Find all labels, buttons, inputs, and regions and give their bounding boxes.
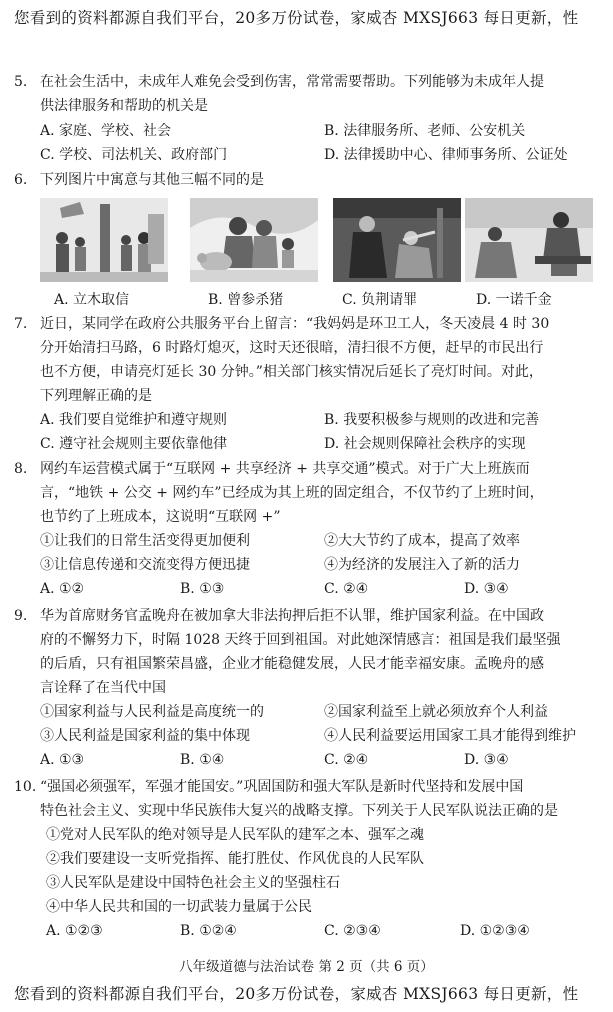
image-caption-c: C. 负荆请罪 [342, 292, 418, 308]
question-10-statement [0, 849, 613, 869]
statement: ④为经济的发展注入了新的活力 [324, 557, 520, 573]
question-8-line [0, 459, 613, 479]
statement: ①让我们的日常生活变得更加便利 [40, 533, 250, 549]
question-text: 网约车运营模式属于“互联网 + 共享经济 + 共享交通”模式。对于广大上班族而 [40, 461, 530, 477]
question-number: 9. [14, 608, 28, 624]
question-text: 府的不懈努力下，时隔 1028 天终于回到祖国。对此她深情感言：祖国是我们最坚强 [40, 632, 561, 648]
statement: ④人民利益要运用国家工具才能得到维护 [324, 728, 576, 744]
question-text: 特色社会主义、实现中华民族伟大复兴的战略支撑。下列关于人民军队说法正确的是 [40, 803, 558, 819]
question-number: 6. [14, 172, 28, 188]
question-text: 华为首席财务官孟晚舟在被加拿大非法拘押后拒不认罪，维护国家利益。在中国政 [40, 608, 544, 624]
question-text: 分开始清扫马路，6 时路灯熄灭，这时天还很暗，清扫很不方便，赶早的市民出行 [40, 340, 544, 356]
painting-zengshen-pig-icon [190, 198, 318, 282]
question-10-statement [0, 873, 613, 893]
statement: ③人民利益是国家利益的集中体现 [40, 728, 250, 744]
question-7-options-row [0, 410, 613, 430]
question-6-line [0, 170, 613, 190]
question-6-images [40, 198, 600, 282]
question-text: 近日，某同学在政府公共服务平台上留言：“我妈妈是环卫工人，冬天凌晨 4 时 30 [40, 316, 550, 332]
question-8-line [0, 507, 613, 527]
question-text: 下列图片中寓意与其他三幅不同的是 [40, 172, 264, 188]
question-10-line [0, 777, 613, 797]
question-text: 也不方便，申请亮灯延长 30 分钟。”相关部门核实情况后延长了亮灯时间。对此， [40, 364, 543, 380]
option-d: D. 社会规则保障社会秩序的实现 [324, 436, 526, 452]
page-footer: 八年级道德与法治试卷 第 2 页（共 6 页） [179, 959, 434, 975]
question-7-line [0, 362, 613, 382]
question-7-line [0, 314, 613, 334]
question-9-line [0, 678, 613, 698]
question-text: 的后盾，只有祖国繁荣昌盛，企业才能稳健发展，人民才能幸福安康。孟晚舟的感 [40, 656, 544, 672]
question-text: 言诠释了在当代中国 [40, 680, 166, 696]
option-d: D. 法律援助中心、律师事务所、公证处 [324, 147, 568, 163]
option-a: A. ①③ [40, 752, 85, 768]
question-9-statements-row [0, 702, 613, 722]
question-7-line [0, 338, 613, 358]
question-number: 7. [14, 316, 28, 332]
question-text: 供法律服务和帮助的机关是 [40, 98, 208, 114]
statement: ①国家利益与人民利益是高度统一的 [40, 704, 264, 720]
option-d: D. ③④ [464, 752, 509, 768]
question-5-line [0, 96, 613, 116]
question-5-line [0, 72, 613, 92]
question-5-options-row [0, 145, 613, 165]
question-text: “强国必须强军，军强才能国安。”巩固国防和强大军队是新时代坚持和发展中国 [40, 779, 524, 795]
question-9-line [0, 630, 613, 650]
image-caption-d: D. 一诺千金 [476, 292, 552, 308]
statement: ②大大节约了成本，提高了效率 [324, 533, 520, 549]
statement: ②我们要建设一支听党指挥、能打胜仗、作风优良的人民军队 [46, 851, 424, 867]
question-9-statements-row [0, 726, 613, 746]
option-c: C. 学校、司法机关、政府部门 [40, 147, 228, 163]
option-a: A. ①② [40, 581, 85, 597]
question-8-options-row [0, 579, 613, 599]
painting-promise-icon [465, 198, 593, 282]
question-text: 也节约了上班成本，这说明“互联网 +” [40, 509, 281, 525]
question-number: 8. [14, 461, 28, 477]
option-d: D. ③④ [464, 581, 509, 597]
question-number: 5. [14, 74, 28, 90]
option-a: A. 我们要自觉维护和遵守规则 [40, 412, 228, 428]
watermark-banner-top: 您看到的资料都源自我们平台，20多万份试卷，家威杏 MXSJ663 每日更新，性 [14, 9, 579, 27]
option-c: C. ②④ [324, 581, 369, 597]
statement: ④中华人民共和国的一切武装力量属于公民 [46, 899, 312, 915]
question-8-line [0, 483, 613, 503]
question-8-statements-row [0, 531, 613, 551]
question-10-options-row [0, 921, 613, 941]
option-d: D. ①②③④ [460, 923, 530, 939]
painting-establish-trust-icon [40, 198, 168, 282]
option-a: A. 家庭、学校、社会 [40, 123, 172, 139]
option-b: B. ①④ [180, 752, 225, 768]
statement: ②国家利益至上就必须放弃个人利益 [324, 704, 548, 720]
painting-apology-thorns-icon [333, 198, 461, 282]
option-a: A. ①②③ [46, 923, 103, 939]
question-5-options-row [0, 121, 613, 141]
option-b: B. 我要积极参与规则的改进和完善 [324, 412, 540, 428]
option-b: B. ①③ [180, 581, 225, 597]
question-9-line [0, 606, 613, 626]
question-7-line [0, 386, 613, 406]
question-text: 下列理解正确的是 [40, 388, 152, 404]
image-caption-b: B. 曾参杀猪 [208, 292, 284, 308]
statement: ③人民军队是建设中国特色社会主义的坚强柱石 [46, 875, 340, 891]
question-10-statement [0, 825, 613, 845]
statement: ③让信息传递和交流变得方便迅捷 [40, 557, 250, 573]
question-10-line [0, 801, 613, 821]
question-text: 在社会生活中，未成年人难免会受到伤害，常常需要帮助。下列能够为未成年人提 [40, 74, 544, 90]
option-c: C. ②④ [324, 752, 369, 768]
image-caption-a: A. 立木取信 [54, 292, 130, 308]
option-b: B. ①②④ [180, 923, 237, 939]
question-10-statement [0, 897, 613, 917]
option-c: C. 遵守社会规则主要依靠他律 [40, 436, 228, 452]
question-9-options-row [0, 750, 613, 770]
question-7-options-row [0, 434, 613, 454]
watermark-banner-bottom: 您看到的资料都源自我们平台，20多万份试卷，家威杏 MXSJ663 每日更新，性 [14, 985, 579, 1003]
question-9-line [0, 654, 613, 674]
question-text: 言，“地铁 + 公交 + 网约车”已经成为其上班的固定组合，不仅节约了上班时间， [40, 485, 544, 501]
question-number: 10. [14, 779, 37, 795]
option-b: B. 法律服务所、老师、公安机关 [324, 123, 526, 139]
question-8-statements-row [0, 555, 613, 575]
option-c: C. ②③④ [324, 923, 381, 939]
statement: ①党对人民军队的绝对领导是人民军队的建军之本、强军之魂 [46, 827, 424, 843]
